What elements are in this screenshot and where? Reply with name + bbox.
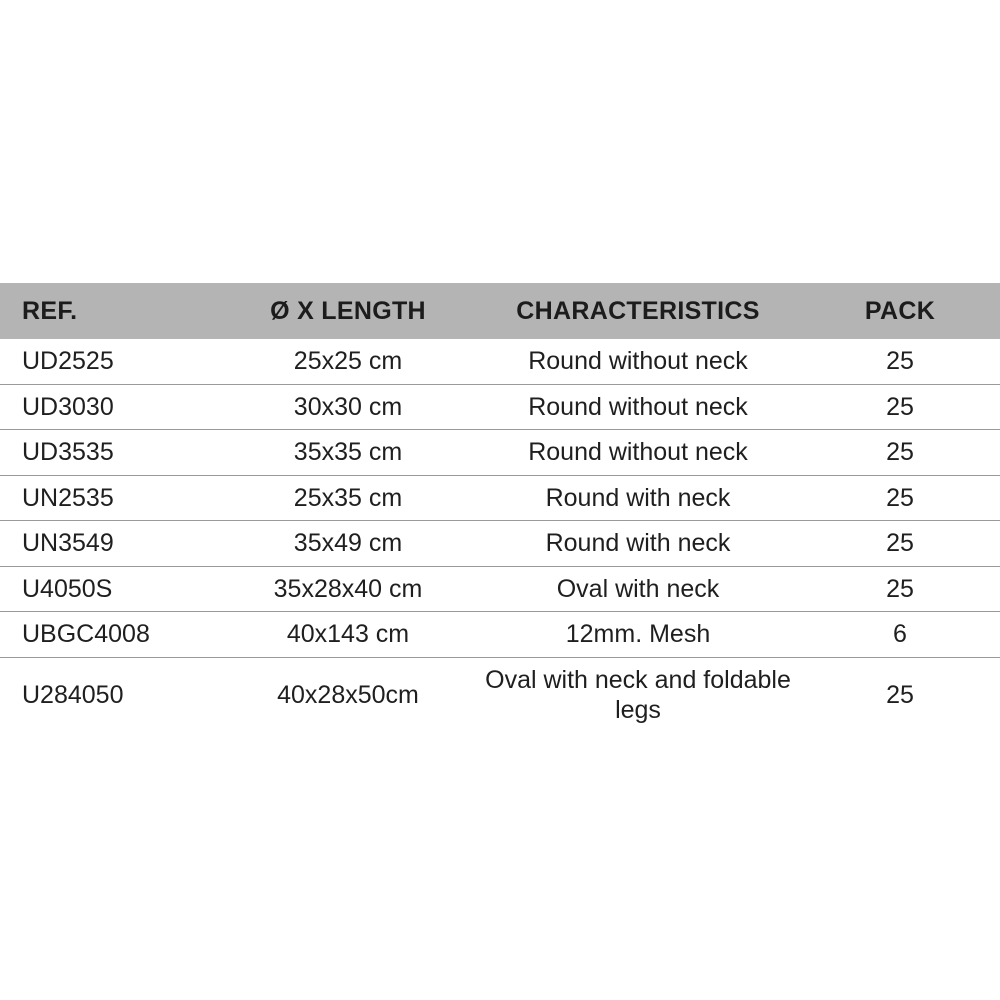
column-header-dimensions: Ø X LENGTH xyxy=(228,283,468,339)
cell-pack: 25 xyxy=(808,521,1000,567)
cell-dimensions: 25x35 cm xyxy=(228,475,468,521)
cell-pack: 25 xyxy=(808,430,1000,476)
cell-pack: 25 xyxy=(886,680,914,709)
cell-characteristics: Round without neck xyxy=(468,430,808,476)
cell-characteristics: Round with neck xyxy=(468,521,808,567)
cell-ref: UD3535 xyxy=(0,430,228,476)
cell-ref: UBGC4008 xyxy=(0,612,228,658)
table-row xyxy=(0,566,1000,612)
cell-ref: UD3030 xyxy=(0,384,228,430)
cell-dimensions: 25x25 cm xyxy=(228,339,468,384)
cell-characteristics: 12mm. Mesh xyxy=(468,612,808,658)
cell-dimensions: 35x28x40 cm xyxy=(228,566,468,612)
cell-characteristics: Oval with neck and foldable legs xyxy=(485,665,791,724)
cell-pack: 25 xyxy=(808,339,1000,384)
table-row xyxy=(0,612,1000,658)
cell-characteristics: Round with neck xyxy=(468,475,808,521)
cell-characteristics: Oval with neck xyxy=(468,566,808,612)
table-row xyxy=(0,657,1000,733)
table-header xyxy=(0,283,1000,339)
cell-dimensions: 40x28x50cm xyxy=(277,680,419,709)
cell-dimensions: 35x49 cm xyxy=(228,521,468,567)
cell-characteristics: Round without neck xyxy=(468,384,808,430)
cell-pack: 25 xyxy=(808,566,1000,612)
table-row xyxy=(0,521,1000,567)
cell-dimensions: 40x143 cm xyxy=(228,612,468,658)
column-header-characteristics: CHARACTERISTICS xyxy=(468,283,808,339)
cell-ref: U284050 xyxy=(22,680,124,709)
cell-pack: 6 xyxy=(808,612,1000,658)
table-row xyxy=(0,339,1000,384)
table-row xyxy=(0,475,1000,521)
cell-ref: UN2535 xyxy=(0,475,228,521)
cell-pack: 25 xyxy=(808,384,1000,430)
table-body xyxy=(0,339,1000,733)
table-row xyxy=(0,384,1000,430)
cell-dimensions: 30x30 cm xyxy=(228,384,468,430)
table-row xyxy=(0,430,1000,476)
spec-table-container xyxy=(0,283,1000,733)
specification-table xyxy=(0,283,1000,733)
column-header-pack: PACK xyxy=(808,283,1000,339)
cell-pack: 25 xyxy=(808,475,1000,521)
cell-dimensions: 35x35 cm xyxy=(228,430,468,476)
table-header-row xyxy=(0,283,1000,339)
column-header-ref: REF. xyxy=(0,283,228,339)
cell-ref: UN3549 xyxy=(0,521,228,567)
cell-characteristics: Round without neck xyxy=(468,339,808,384)
cell-ref: U4050S xyxy=(0,566,228,612)
cell-ref: UD2525 xyxy=(0,339,228,384)
